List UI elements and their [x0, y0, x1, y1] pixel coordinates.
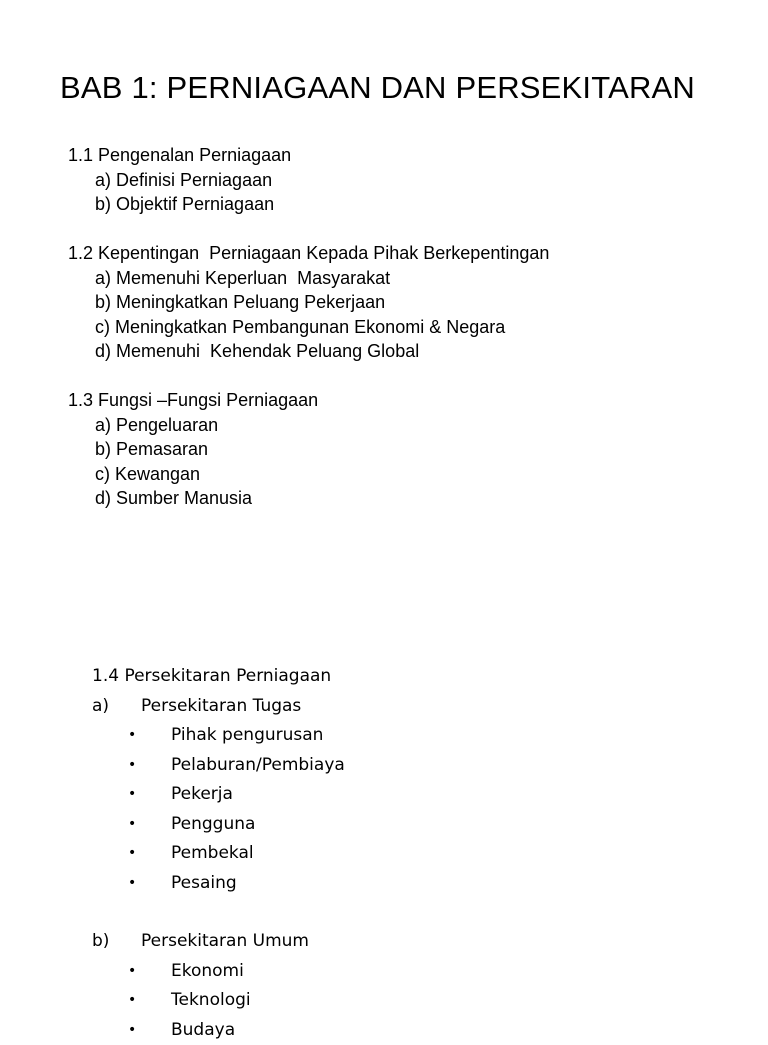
bullet-icon: •: [128, 874, 137, 891]
bullet-icon: •: [128, 962, 137, 979]
subsection-letter: b): [92, 931, 110, 952]
subsection-letter: a): [92, 695, 110, 716]
bullet-icon: •: [128, 727, 137, 744]
bullet-item: [92, 986, 345, 1016]
list-item: b) Objektif Perniagaan: [95, 194, 275, 214]
bullet-item: [92, 721, 345, 751]
section-heading: 1.3 Fungsi –Fungsi Perniagaan: [68, 390, 319, 410]
page-title: BAB 1: PERNIAGAAN DAN PERSEKITARAN: [60, 70, 696, 105]
list-item: a) Definisi Perniagaan: [95, 169, 273, 190]
bullet-label: Pembekal: [171, 843, 254, 864]
list-item: b) Meningkatkan Peluang Pekerjaan: [95, 292, 386, 312]
bullet-item: [92, 1015, 345, 1045]
subsection-a: [92, 691, 345, 721]
section-heading: 1.2 Kepentingan Perniagaan Kepada Pihak Berkepentingan: [68, 243, 550, 263]
list-item: a) Memenuhi Keperluan Masyarakat: [95, 267, 391, 288]
bullet-label: Pesaing: [171, 872, 237, 893]
bullet-item: [92, 839, 345, 869]
subsection-b: [92, 927, 345, 957]
list-item: a) Pengeluaran: [95, 414, 219, 435]
list-item: c) Meningkatkan Pembangunan Ekonomi & Negara: [95, 316, 506, 337]
bullet-item: [92, 809, 345, 839]
bullet-icon: •: [128, 845, 137, 862]
bullet-icon: •: [128, 756, 137, 773]
section-1-3: [68, 388, 318, 511]
section-1-2: [68, 241, 549, 364]
bullet-label: Pelaburan/Pembiaya: [171, 754, 345, 775]
bullet-item: [92, 868, 345, 898]
section-heading: 1.1 Pengenalan Perniagaan: [68, 145, 292, 165]
list-item: d) Memenuhi Kehendak Peluang Global: [95, 341, 420, 361]
bullet-icon: •: [128, 815, 137, 832]
section-heading: 1.4 Persekitaran Perniagaan: [92, 666, 332, 686]
bullet-icon: •: [128, 786, 137, 803]
bullet-icon: •: [128, 1021, 137, 1038]
section-1-1: [68, 143, 291, 217]
bullet-label: Pihak pengurusan: [171, 725, 324, 746]
bullet-item: [92, 780, 345, 810]
bullet-label: Budaya: [171, 1019, 236, 1040]
list-item: c) Kewangan: [95, 463, 201, 484]
list-item: d) Sumber Manusia: [95, 488, 253, 508]
subsection-label: Persekitaran Tugas: [141, 695, 302, 716]
bullet-label: Pengguna: [171, 813, 256, 834]
bullet-label: Teknologi: [171, 990, 251, 1011]
bullet-item: [92, 956, 345, 986]
bullet-item: [92, 750, 345, 780]
bullet-label: Pekerja: [171, 784, 233, 805]
bullet-icon: •: [128, 992, 137, 1009]
section-1-4: [92, 662, 345, 1045]
subsection-label: Persekitaran Umum: [141, 931, 309, 952]
list-item: b) Pemasaran: [95, 439, 209, 459]
bullet-label: Ekonomi: [171, 960, 244, 981]
